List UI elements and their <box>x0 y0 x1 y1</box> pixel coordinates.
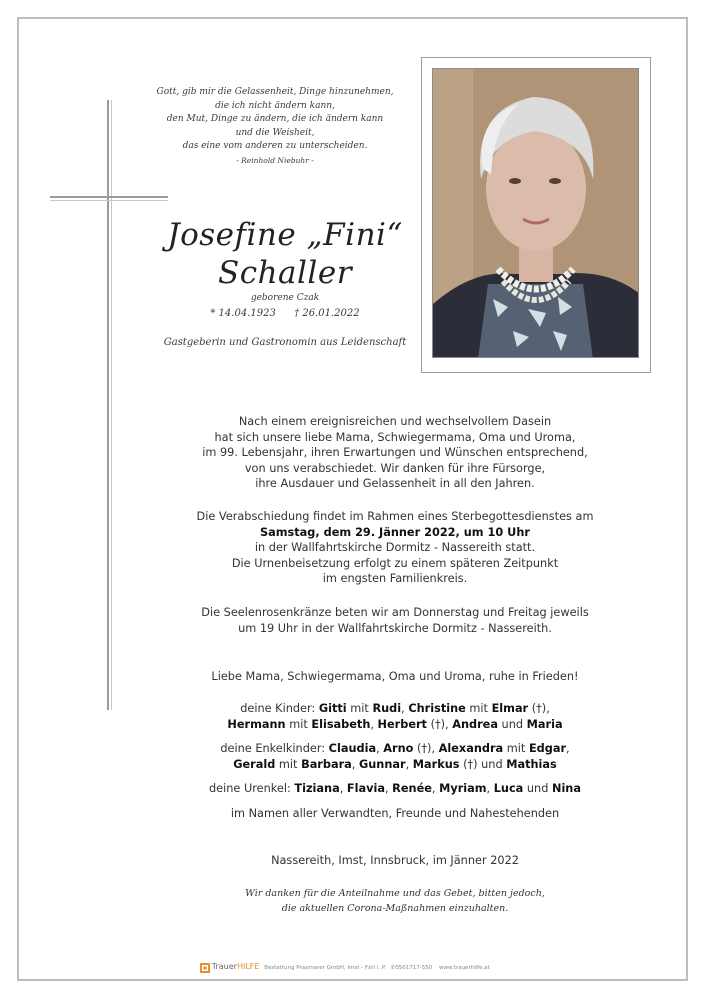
child-name: Herbert <box>377 717 427 731</box>
grandchild-name: Arno <box>383 742 414 755</box>
thanks-text <box>145 886 645 916</box>
trauerhilfe-logo <box>200 961 259 974</box>
connector: mit <box>350 702 369 715</box>
ceremony-line: in der Wallfahrtskirche Dormitz - Nassereith statt. <box>254 541 536 555</box>
ceremony-date: Samstag, dem 29. Jänner 2022, um 10 Uhr <box>260 525 530 539</box>
footer-website: www.trauerhilfe.at <box>439 965 490 971</box>
connector: mit <box>278 757 298 771</box>
child-name: Rudi <box>372 702 402 715</box>
ceremony-text <box>145 509 645 587</box>
grandchild-name: Edgar <box>528 742 567 755</box>
connector: , <box>431 782 436 795</box>
connector: und <box>526 782 549 795</box>
grandchild-name: Mathias <box>506 757 557 771</box>
connector: , <box>401 702 405 715</box>
rosary-line: Die Seelenrosenkränze beten wir am Donnerstag und Freitag jeweils <box>201 606 589 619</box>
intro-line: von uns verabschiedet. Wir danken für ihre Fürsorge, <box>244 461 546 475</box>
connector: (†), <box>531 702 550 715</box>
cross-vertical-bar <box>107 100 112 710</box>
intro-line: ihre Ausdauer und Gelassenheit in all den Jahren. <box>255 477 535 491</box>
connector: , <box>566 742 570 755</box>
great-grandchild-name: Luca <box>493 782 524 795</box>
grandchild-name: Markus <box>412 757 460 771</box>
logo-text-trauer: Trauer <box>211 962 237 971</box>
quote-line: das eine vom anderen zu unterscheiden. <box>182 141 368 152</box>
ceremony-line: im engsten Familienkreis. <box>322 572 468 586</box>
portrait-photo <box>432 68 639 358</box>
grandchild-name: Gunnar <box>358 757 406 771</box>
serenity-prayer-quote <box>150 86 400 168</box>
connector: mit <box>289 717 308 731</box>
quote-line: die ich nicht ändern kann, <box>215 100 335 111</box>
grandchildren-label: deine Enkelkinder: <box>220 742 326 755</box>
great-grandchild-name: Renée <box>392 782 432 795</box>
cross-horizontal-bar <box>50 196 168 201</box>
footer-phone: 0501717-550 <box>395 965 433 971</box>
birth-date: * 14.04.1923 <box>210 308 276 319</box>
quote-line: und die Weisheit, <box>235 127 315 138</box>
connector: mit <box>469 702 488 715</box>
grandchild-name: Gerald <box>233 757 276 771</box>
child-name: Elisabeth <box>311 717 371 731</box>
great-grandchild-name: Nina <box>551 782 581 795</box>
quote-line: den Mut, Dinge zu ändern, die ich ändern kann <box>166 114 384 125</box>
intro-line: hat sich unsere liebe Mama, Schwiegermama, Oma und Uroma, <box>214 430 576 444</box>
footer <box>200 961 520 973</box>
footer-company: Bestattung Praxmarer GmbH, Imst - Fxtl i. P. <box>264 965 386 971</box>
grandchild-name: Claudia <box>328 742 377 755</box>
connector: , <box>486 782 491 795</box>
connector: , <box>370 717 374 731</box>
intro-text <box>145 414 645 492</box>
maiden-name: geborene Czak <box>250 293 320 303</box>
deceased-name <box>120 216 450 292</box>
rosary-line: um 19 Uhr in der Wallfahrtskirche Dormitz - Nassereith. <box>238 621 552 635</box>
great-grandchild-name: Flavia <box>346 782 385 795</box>
grandchild-name: Alexandra <box>438 742 504 755</box>
child-name: Gitti <box>318 702 347 715</box>
grandchild-name: Barbara <box>301 757 352 771</box>
farewell-text: Liebe Mama, Schwiegermama, Oma und Uroma, ruhe in Frieden! <box>211 670 579 683</box>
child-name: Maria <box>526 717 563 731</box>
connector: , <box>405 757 410 771</box>
great-grandchild-name: Tiziana <box>294 782 340 795</box>
connector: , <box>339 782 344 795</box>
relatives-line: im Namen aller Verwandten, Freunde und Nahestehenden <box>230 807 560 820</box>
ceremony-line: Die Verabschiedung findet im Rahmen eines Sterbegottesdienstes am <box>196 510 594 523</box>
death-date: † 26.01.2022 <box>294 308 360 319</box>
life-dates <box>180 308 390 319</box>
place-date: Nassereith, Imst, Innsbruck, im Jänner 2022 <box>271 854 519 867</box>
connector: , <box>376 742 380 755</box>
rosary-text <box>145 605 645 636</box>
thanks-line: die aktuellen Corona-Maßnahmen einzuhalten. <box>281 903 509 914</box>
great-grandchild-name: Myriam <box>439 782 487 795</box>
phone-icon: ✆ <box>390 965 396 971</box>
deceased-last-name: Schaller <box>217 255 353 291</box>
logo-text-hilfe: HILFE <box>236 962 260 971</box>
connector: (†) und <box>463 757 503 771</box>
child-name: Andrea <box>452 717 498 731</box>
great-grandchildren-label: deine Urenkel: <box>209 782 291 795</box>
children-list <box>145 701 645 732</box>
connector: (†), <box>430 717 449 731</box>
child-name: Christine <box>408 702 466 715</box>
intro-line: Nach einem ereignisreichen und wechselvollem Dasein <box>238 415 552 428</box>
ceremony-line: Die Urnenbeisetzung erfolgt zu einem späteren Zeitpunkt <box>231 556 559 570</box>
connector: mit <box>506 742 526 755</box>
great-grandchildren-list <box>145 781 645 797</box>
connector: , <box>384 782 389 795</box>
tagline: Gastgeberin und Gastronomin aus Leidenschaft <box>163 337 407 348</box>
child-name: Elmar <box>491 702 529 715</box>
connector: (†), <box>417 742 436 755</box>
grandchildren-list <box>145 741 645 772</box>
intro-line: im 99. Lebensjahr, ihren Erwartungen und Wünschen entsprechend, <box>202 446 588 460</box>
trauerhilfe-logo-icon <box>200 963 210 973</box>
child-name: Hermann <box>227 717 286 731</box>
children-label: deine Kinder: <box>240 702 316 715</box>
connector: und <box>501 717 524 731</box>
thanks-line: Wir danken für die Anteilnahme und das Gebet, bitten jedoch, <box>245 888 545 899</box>
quote-line: Gott, gib mir die Gelassenheit, Dinge hinzunehmen, <box>156 87 394 97</box>
connector: , <box>351 757 356 771</box>
deceased-first-name: Josefine „Fini“ <box>167 217 403 253</box>
portrait-illustration <box>433 69 639 358</box>
quote-author: - Reinhold Niebuhr - <box>236 155 314 165</box>
